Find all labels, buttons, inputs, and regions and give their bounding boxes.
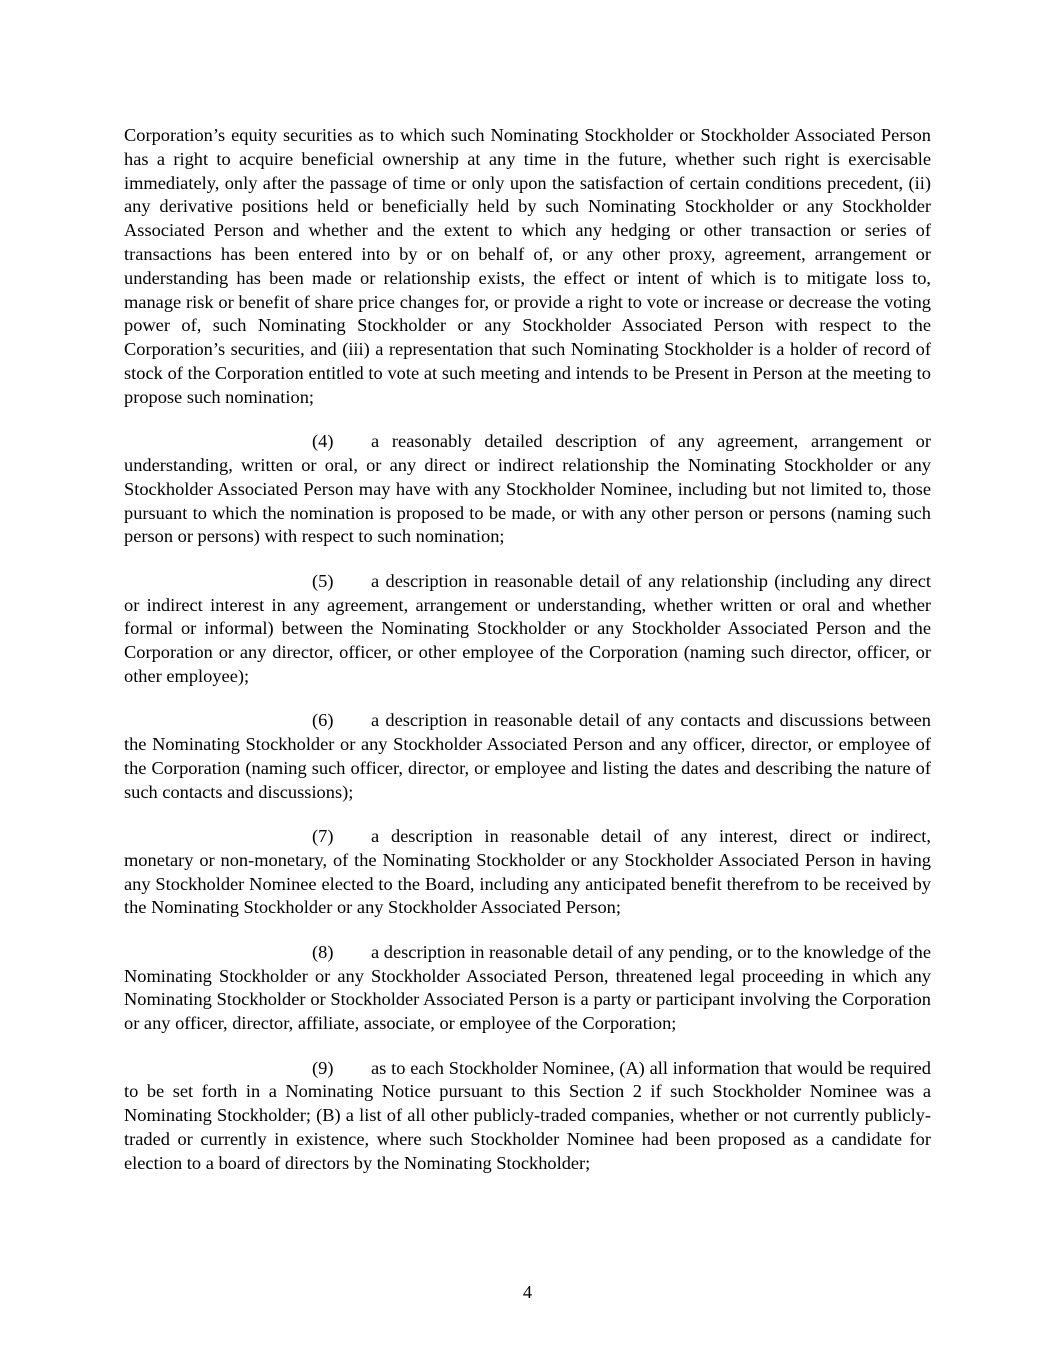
list-item-7: [124, 825, 931, 920]
list-item-9: [124, 1057, 931, 1176]
continuation-paragraph: Corporation’s equity securities as to which such Nominating Stockholder or Stockholder Associated Person has a right to acquire beneficial ownership at any time in the future, whether such right is exercisable immediately, only after the passage of time or only upon the satisfaction of certain conditions precedent, (ii) any derivative positions held or beneficially held by such Nominating Stockholder or any Stockholder Associated Person and whether and the extent to which any hedging or other transaction or series of transactions has been entered into by or on behalf of, or any other proxy, agreement, arrangement or understanding has been made or relationship exists, the effect or intent of which is to mitigate loss to, manage risk or benefit of share price changes for, or provide a right to vote or increase or decrease the voting power of, such Nominating Stockholder or any Stockholder Associated Person with respect to the Corporation’s securities, and (iii) a representation that such Nominating Stockholder is a holder of record of stock of the Corporation entitled to vote at such meeting and intends to be Present in Person at the meeting to propose such nomination;: [124, 125, 931, 407]
page-number: 4: [522, 1282, 533, 1302]
item-number: (4): [312, 431, 334, 452]
item-number: (6): [312, 710, 334, 731]
item-text: a description in reasonable detail of any pending, or to the knowledge of the Nominating Stockholder or any Stockholder Associated Person, threatened legal proceeding in which any Nominating Stockholder or Stockholder Associated Person is a party or participant involving the Corporation or any officer, director, affiliate, associate, or employee of the Corporation;: [124, 941, 931, 1034]
item-text: as to each Stockholder Nominee, (A) all information that would be required to be set forth in a Nominating Notice pursuant to this Section 2 if such Stockholder Nominee was a Nominating Stockholder; (B) a list of all other publicly-traded companies, whether or not currently publicly-traded or currently in existence, where such Stockholder Nominee had been proposed as a candidate for election to a board of directors by the Nominating Stockholder;: [124, 1057, 931, 1173]
list-item-6: [124, 709, 931, 804]
list-item-4: [124, 430, 931, 549]
document-body: [124, 124, 931, 1196]
list-item-5: [124, 570, 931, 689]
item-number: (9): [312, 1057, 334, 1078]
item-number: (7): [312, 826, 334, 847]
item-number: (8): [312, 941, 334, 962]
item-text: a description in reasonable detail of any interest, direct or indirect, monetary or non-monetary, of the Nominating Stockholder or any Stockholder Associated Person in having any Stockholder Nominee elected to the Board, including any anticipated benefit therefrom to be received by the Nominating Stockholder or any Stockholder Associated Person;: [124, 826, 931, 918]
item-text: a description in reasonable detail of any relationship (including any direct or indirect interest in any agreement, arrangement or understanding, whether written or oral and whether formal or informal) between the Nominating Stockholder or any Stockholder Associated Person and the Corporation or any director, officer, or other employee of the Corporation (naming such director, officer, or other employee);: [124, 570, 931, 686]
item-text: a reasonably detailed description of any agreement, arrangement or understanding, written or oral, or any direct or indirect relationship the Nominating Stockholder or any Stockholder Associated Person may have with any Stockholder Nominee, including but not limited to, those pursuant to which the nomination is proposed to be made, or with any other person or persons (naming such person or persons) with respect to such nomination;: [124, 431, 931, 547]
list-item-8: [124, 941, 931, 1036]
item-number: (5): [312, 570, 334, 591]
item-text: a description in reasonable detail of any contacts and discussions between the Nominating Stockholder or any Stockholder Associated Person and any officer, director, or employee of the Corporation (naming such officer, director, or employee and listing the dates and describing the nature of such contacts and discussions);: [124, 710, 931, 802]
